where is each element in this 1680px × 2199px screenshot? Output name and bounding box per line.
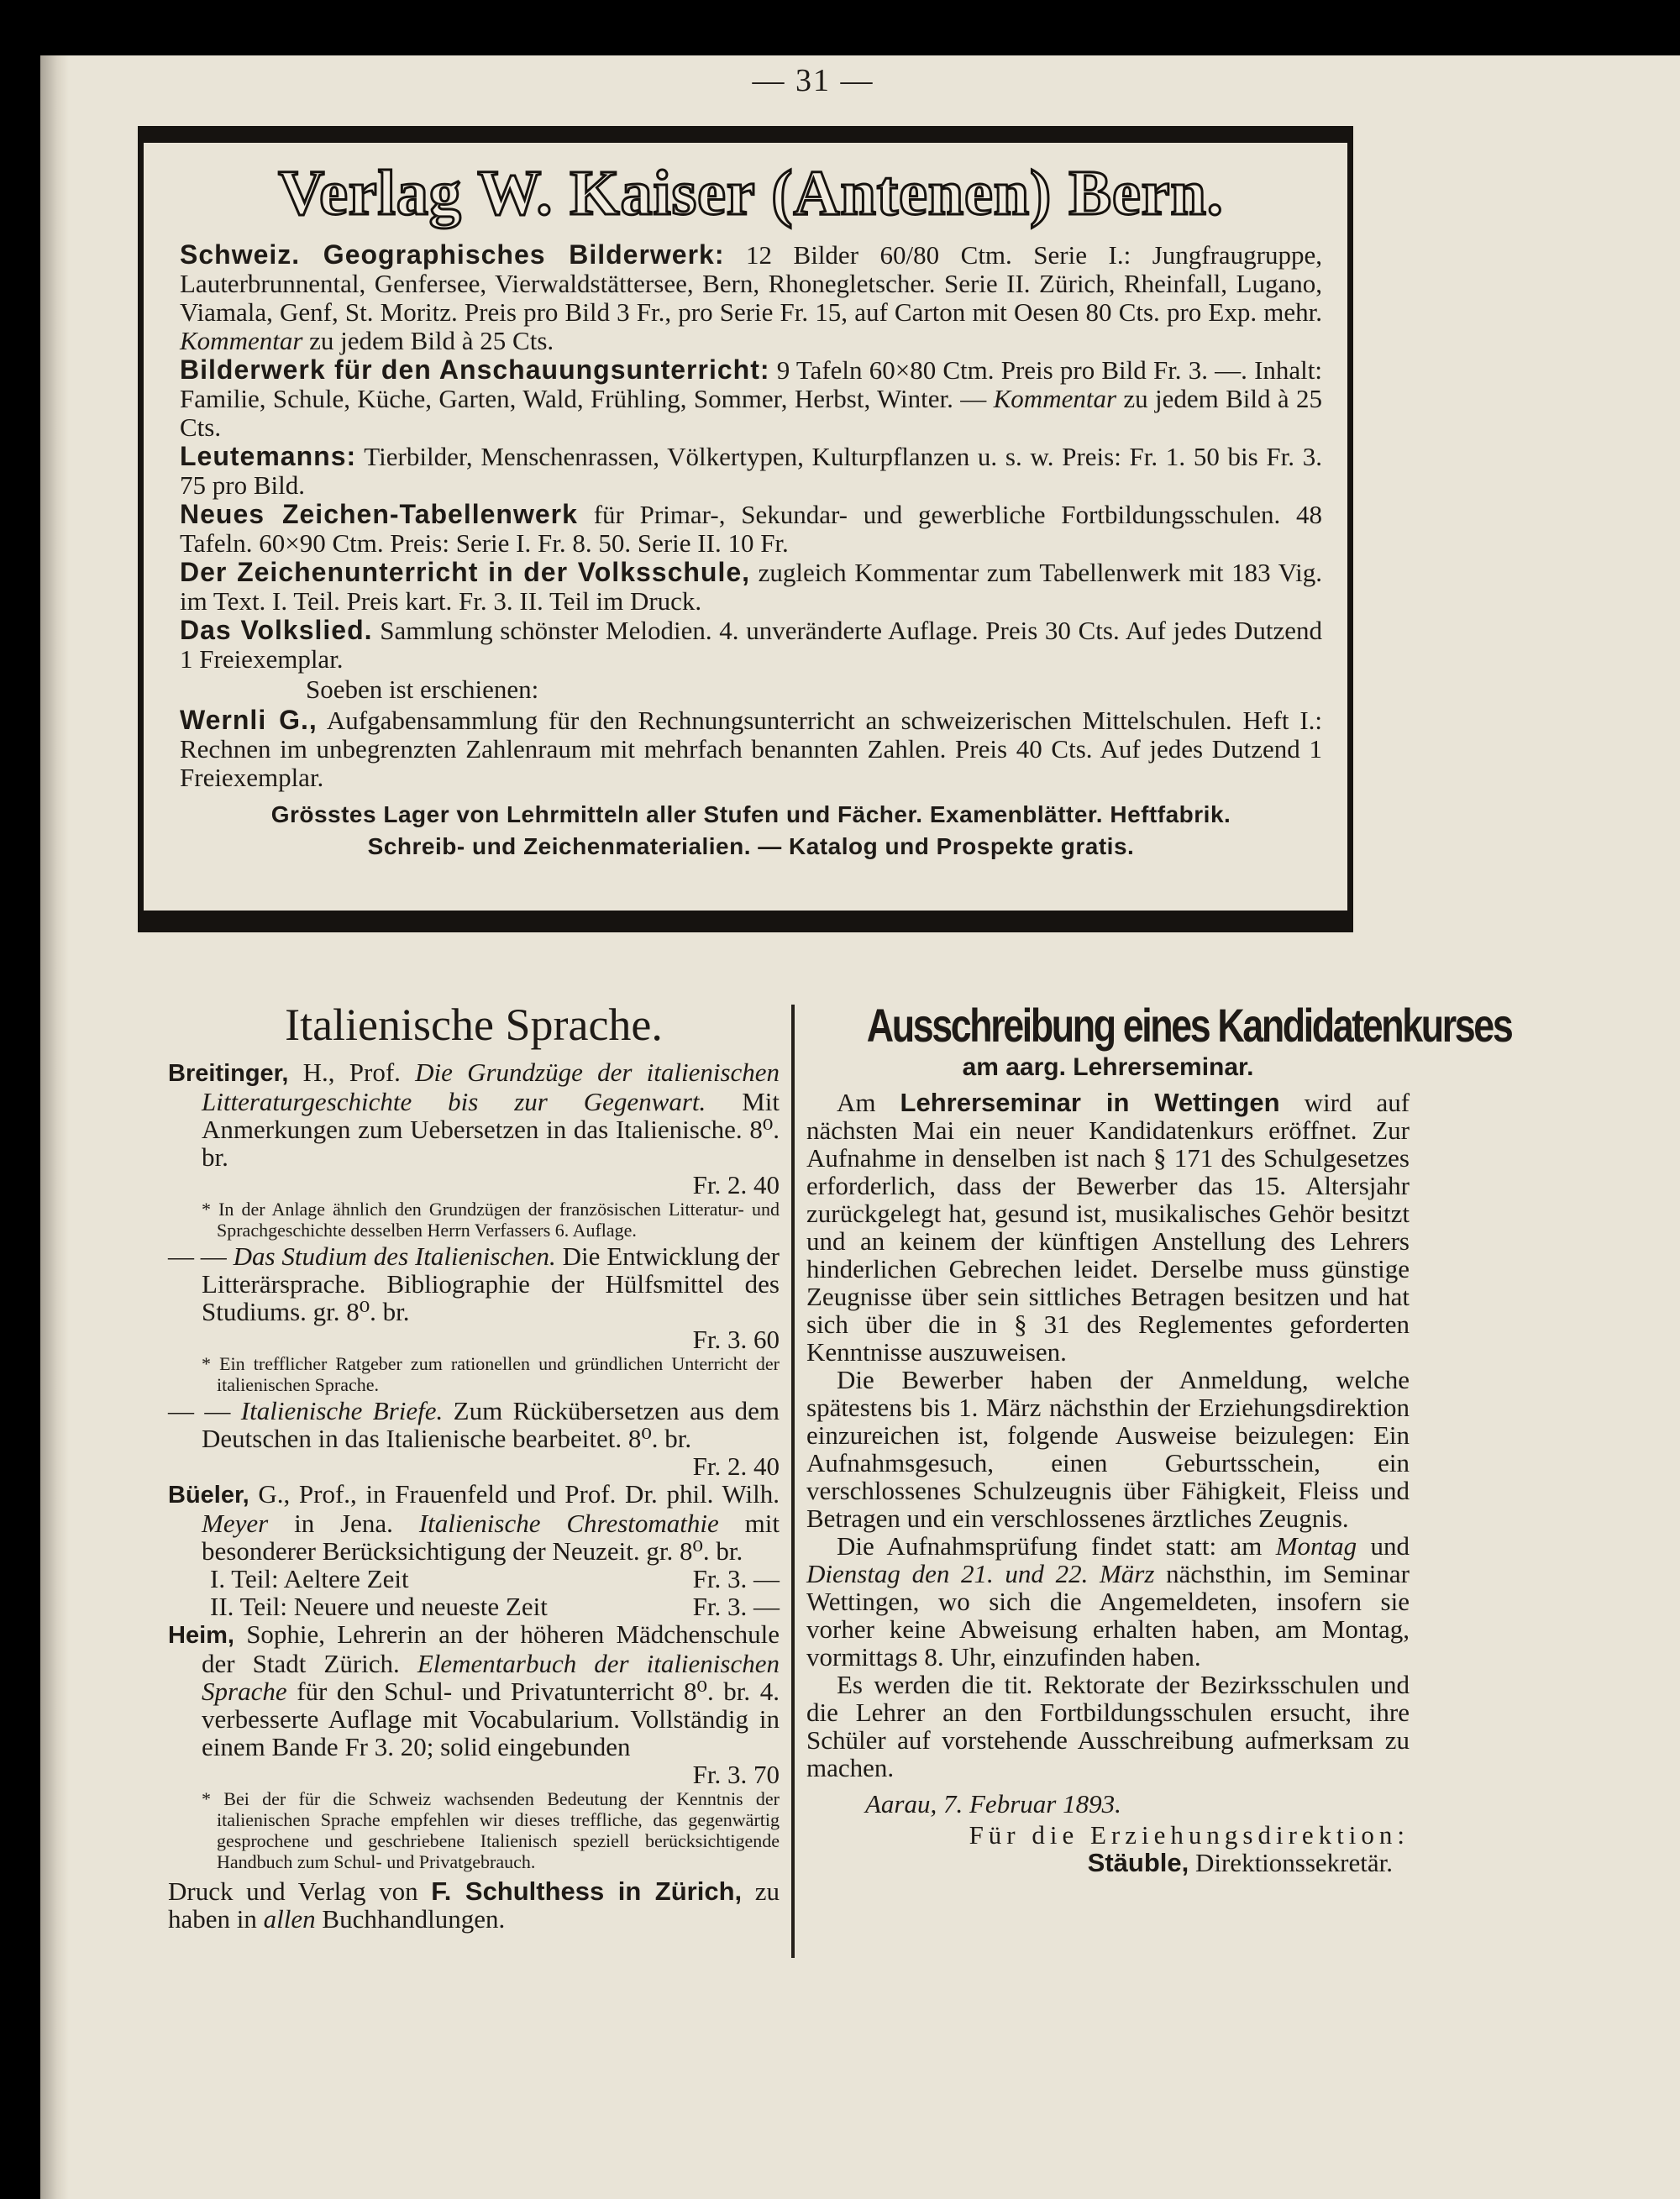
ad-entry-italic: Kommentar bbox=[180, 326, 303, 355]
closing-publisher: F. Schulthess in Zürich, bbox=[431, 1876, 743, 1906]
book-part-label: I. Teil: Aeltere Zeit bbox=[210, 1564, 409, 1593]
book-part-label: II. Teil: Neuere und neueste Zeit bbox=[210, 1592, 548, 1621]
ad-footer-line-1: Grösstes Lager von Lehrmitteln aller Stufen und Fächer. Examenblätter. Heftfabrik. bbox=[270, 801, 1231, 827]
announcement-paragraph-3 bbox=[806, 1532, 1410, 1671]
ad-entry-zeichenunterricht bbox=[180, 558, 1322, 616]
book-note: * Bei der für die Schweiz wachsenden Bedeutung der Kenntnis der italienischen Sprache empfehlen wir dieses treffliche, das gegenwärtig gesprochene und geschriebene Italienisch speziell berücksichtigende Handbuch zum Schul- und Privatgebrauch. bbox=[202, 1788, 780, 1872]
announcement-paragraph-1 bbox=[806, 1089, 1410, 1366]
signature-line bbox=[806, 1849, 1410, 1876]
book-author: Heim, bbox=[168, 1622, 234, 1649]
ad-entry-tail: zu jedem Bild à 25 Cts. bbox=[309, 326, 554, 355]
ad-entry-head: Neues Zeichen-Tabellenwerk bbox=[180, 499, 578, 529]
book-description: mit besonderer Berücksichtigung der Neuzeit. gr. 8⁰. br. bbox=[202, 1509, 780, 1566]
book-price: Fr. 2. 40 bbox=[692, 1170, 780, 1199]
announcement-paragraph-2: Die Bewerber haben der Anmeldung, welche spätestens bis 1. März nächsthin der Erziehungsdirektion einzureichen ist, folgende Ausweise beizulegen: Ein Aufnahmsgesuch, einen Geburtsschein, ein verschlossenes Schulzeugnis über Fähigkeit, Fleiss und Betragen und ein verschlossenes ärztliches Zeugnis. bbox=[806, 1365, 1410, 1533]
book-price: Fr. 3. 60 bbox=[692, 1325, 780, 1354]
book-price-line bbox=[168, 1171, 780, 1199]
book-author-detail: H., Prof. bbox=[302, 1058, 401, 1087]
book-entry-breitinger bbox=[168, 1058, 780, 1171]
closing-text: Druck und Verlag von bbox=[168, 1876, 418, 1906]
ad-entry-head: Schweiz. Geographisches Bilderwerk: bbox=[180, 239, 725, 270]
ad-entry-tail: zu jedem Bild à 25 Cts. bbox=[180, 384, 1323, 442]
left-column-italian-books bbox=[168, 1000, 780, 1933]
book-price-line bbox=[168, 1325, 780, 1353]
book-note: * Ein trefflicher Ratgeber zum rationellen und gründlichen Unterricht der italienischen Sprache. bbox=[202, 1353, 780, 1395]
ad-entry-text: zugleich Kommentar zum Tabellenwerk mit 183 Vig. im Text. I. Teil. Preis kart. Fr. 3. II. Teil im Druck. bbox=[180, 558, 1323, 616]
ad-entry-leutemanns bbox=[180, 442, 1322, 500]
publisher-advertisement bbox=[138, 126, 1353, 916]
book-title: Italienische Briefe. bbox=[240, 1396, 444, 1425]
announcement-title: Ausschreibung eines Kandidatenkurses bbox=[866, 999, 1512, 1052]
paragraph-text: wird auf nächsten Mai ein neuer Kandidatenkurs eröffnet. Zur Aufnahme in denselben ist nach § 171 des Schulgesetzes erforderlich, dass der Bewerber das 15. Altersjahr zurückgelegt hat, gesund ist, musikalisches Gehör besitzt und an keinem der künftigen Anstellung des Lehrers hinderlichen Gebrechen leidet. Derselbe muss günstige Zeugnisse über sein sittliches Betragen besitzen und hat sich über die in § 31 des Reglementes geforderten Kenntnisse auszuweisen. bbox=[806, 1088, 1410, 1367]
ad-entry-head: Bilderwerk für den Anschauungsunterricht: bbox=[180, 354, 770, 385]
ad-entry-text: Tierbilder, Menschenrassen, Völkertypen, Kulturpflanzen u. s. w. Preis: Fr. 1. 50 bis Fr. 3. 75 pro Bild. bbox=[180, 442, 1322, 500]
paragraph-text: nächsthin, im Seminar Wettingen, wo sich die Angemeldeten, insofern sie vorher keine Abweisung erhalten haben, am Montag, vormittags 8. Uhr, einzufinden haben. bbox=[806, 1559, 1410, 1672]
book-coauthor: Meyer bbox=[202, 1509, 269, 1538]
page-number: — 31 — bbox=[752, 63, 874, 98]
book-entry-studium bbox=[168, 1242, 780, 1325]
book-price: Fr. 3. — bbox=[692, 1564, 780, 1593]
book-description: Die Entwicklung der Litterärsprache. Bibliographie der Hülfsmittel des Studiums. gr. 8⁰. br. bbox=[202, 1241, 780, 1326]
ad-entry-head: Leutemanns: bbox=[180, 441, 357, 471]
book-title: Elementarbuch der italienischen Sprache bbox=[202, 1649, 780, 1706]
book-note: * In der Anlage ähnlich den Grundzügen der französischen Litteratur- und Sprachgeschichte desselben Herrn Verfassers 6. Auflage. bbox=[202, 1199, 780, 1241]
book-description: für den Schul- und Privatunterricht 8⁰. br. 4. verbesserte Auflage mit Vocabularium. Vollständig in einem Bande Fr 3. 20; solid eingebunden bbox=[202, 1677, 780, 1761]
ditto-dash: — — bbox=[168, 1396, 231, 1425]
book-title: Italienische Chrestomathie bbox=[418, 1509, 719, 1538]
ad-soeben-erschienen: Soeben ist erschienen: bbox=[306, 674, 539, 704]
book-author-detail: in Jena. bbox=[294, 1509, 393, 1538]
book-entry-heim bbox=[168, 1620, 780, 1761]
ad-entry-head: Wernli G., bbox=[180, 705, 318, 735]
ad-footer-line-2: Schreib- und Zeichenmaterialien. — Katalog und Prospekte gratis. bbox=[367, 833, 1135, 859]
announcement-date: Aarau, 7. Februar 1893. bbox=[865, 1789, 1121, 1819]
announcement-subtitle: am aarg. Lehrerseminar. bbox=[962, 1053, 1254, 1081]
announcement-paragraph-4: Es werden die tit. Rektorate der Bezirksschulen und die Lehrer an den Fortbildungsschulen ersucht, ihre Schüler auf vorstehende Ausschreibung aufmerksam zu machen. bbox=[806, 1670, 1410, 1782]
book-price: Fr. 3. 70 bbox=[692, 1760, 780, 1789]
left-column-title: Italienische Sprache. bbox=[285, 1000, 663, 1050]
closing-emphasis: allen bbox=[263, 1904, 316, 1934]
publisher-closing bbox=[168, 1877, 780, 1933]
ad-entry-head: Der Zeichenunterricht in der Volksschule, bbox=[180, 557, 751, 587]
book-author-detail: Sophie, Lehrerin an der höheren Mädchenschule der Stadt Zürich. bbox=[202, 1619, 780, 1678]
ad-entry-text: Sammlung schönster Melodien. 4. unveränderte Auflage. Preis 30 Cts. Auf jedes Dutzend 1 Freiexemplar. bbox=[180, 616, 1322, 674]
paragraph-text: Am bbox=[837, 1088, 876, 1117]
book-part-line bbox=[168, 1565, 780, 1593]
ad-entry-text: für Primar-, Sekundar- und gewerbliche Fortbildungsschulen. 48 Tafeln. 60×90 Ctm. Preis: Serie I. Fr. 8. 50. Serie II. 10 Fr. bbox=[180, 500, 1322, 558]
closing-text: Buchhandlungen. bbox=[322, 1904, 506, 1934]
column-divider bbox=[791, 1005, 795, 1958]
paragraph-italic: Dienstag den 21. und 22. März bbox=[806, 1559, 1155, 1588]
paragraph-text: Die Aufnahmsprüfung findet statt: am bbox=[837, 1531, 1263, 1561]
book-author: Breitinger, bbox=[168, 1060, 289, 1087]
ad-entry-volkslied bbox=[180, 616, 1322, 674]
book-author: Büeler, bbox=[168, 1482, 249, 1509]
paragraph-bold: Lehrerseminar in Wettingen bbox=[900, 1088, 1280, 1117]
book-description: Mit Anmerkungen zum Uebersetzen in das Italienische. 8⁰. br. bbox=[202, 1087, 780, 1172]
book-entry-briefe bbox=[168, 1397, 780, 1452]
book-title: Die Grundzüge der italienischen Litteraturgeschichte bis zur Gegenwart. bbox=[202, 1058, 780, 1116]
ad-entry-wernli bbox=[180, 706, 1322, 792]
ad-entry-geographisches-bilderwerk bbox=[180, 240, 1322, 355]
paragraph-italic: Montag bbox=[1275, 1531, 1357, 1561]
page-gutter-shadow bbox=[40, 55, 69, 2199]
ad-entry-anschauungsunterricht bbox=[180, 355, 1322, 442]
book-price: Fr. 2. 40 bbox=[692, 1451, 780, 1481]
ditto-dash: — — bbox=[168, 1241, 227, 1271]
book-price-line bbox=[168, 1761, 780, 1788]
book-price-line bbox=[168, 1452, 780, 1480]
right-column-announcement bbox=[806, 999, 1512, 1877]
ad-entry-zeichen-tabellenwerk bbox=[180, 500, 1322, 558]
paragraph-text: und bbox=[1370, 1531, 1410, 1561]
book-author-detail: G., Prof., in Frauenfeld und Prof. Dr. phil. Wilh. bbox=[258, 1479, 780, 1509]
ad-entry-text: Aufgabensammlung für den Rechnungsunterricht an schweizerischen Mittelschulen. Heft I.: Rechnen im unbegrenzten Zahlenraum mit mehrfach benannten Zahlen. Preis 40 Cts. Auf jedes Dutzend 1 Freiexemplar. bbox=[180, 706, 1323, 792]
ad-entry-text: 12 Bilder 60/80 Ctm. Serie I.: Jungfraugruppe, Lauterbrunnental, Genfersee, Vierwaldstättersee, Bern, Rhonegletscher. Serie II. Zürich, Rheinfall, Lugano, Viamala, Genf, St. Moritz. Preis pro Bild 3 Fr., pro Serie Fr. 15, auf Carton mit Oesen 80 Cts. pro Exp. mehr. bbox=[180, 240, 1323, 327]
book-part-line bbox=[168, 1593, 780, 1620]
book-entry-bueler bbox=[168, 1480, 780, 1565]
book-description: Zum Rückübersetzen aus dem Deutschen in das Italienische bearbeitet. 8⁰. br. bbox=[202, 1396, 780, 1453]
signature-role: Direktionssekretär. bbox=[1194, 1848, 1393, 1877]
closing-text: zu haben in bbox=[168, 1876, 780, 1934]
book-title: Das Studium des Italienischen. bbox=[233, 1241, 556, 1271]
ad-entry-italic: Kommentar bbox=[993, 384, 1117, 413]
signature-name: Stäuble, bbox=[1087, 1848, 1189, 1877]
book-price: Fr. 3. — bbox=[692, 1592, 780, 1621]
advertisement-title: Verlag W. Kaiser (Antenen) Bern. bbox=[278, 158, 1224, 228]
ad-entry-text: 9 Tafeln 60×80 Ctm. Preis pro Bild Fr. 3. —. Inhalt: Familie, Schule, Küche, Garten, Wald, Frühling, Sommer, Herbst, Winter. — bbox=[180, 355, 1323, 413]
signature-authority: Für die Erziehungsdirektion: bbox=[969, 1820, 1410, 1850]
ad-entry-head: Das Volkslied. bbox=[180, 615, 373, 645]
